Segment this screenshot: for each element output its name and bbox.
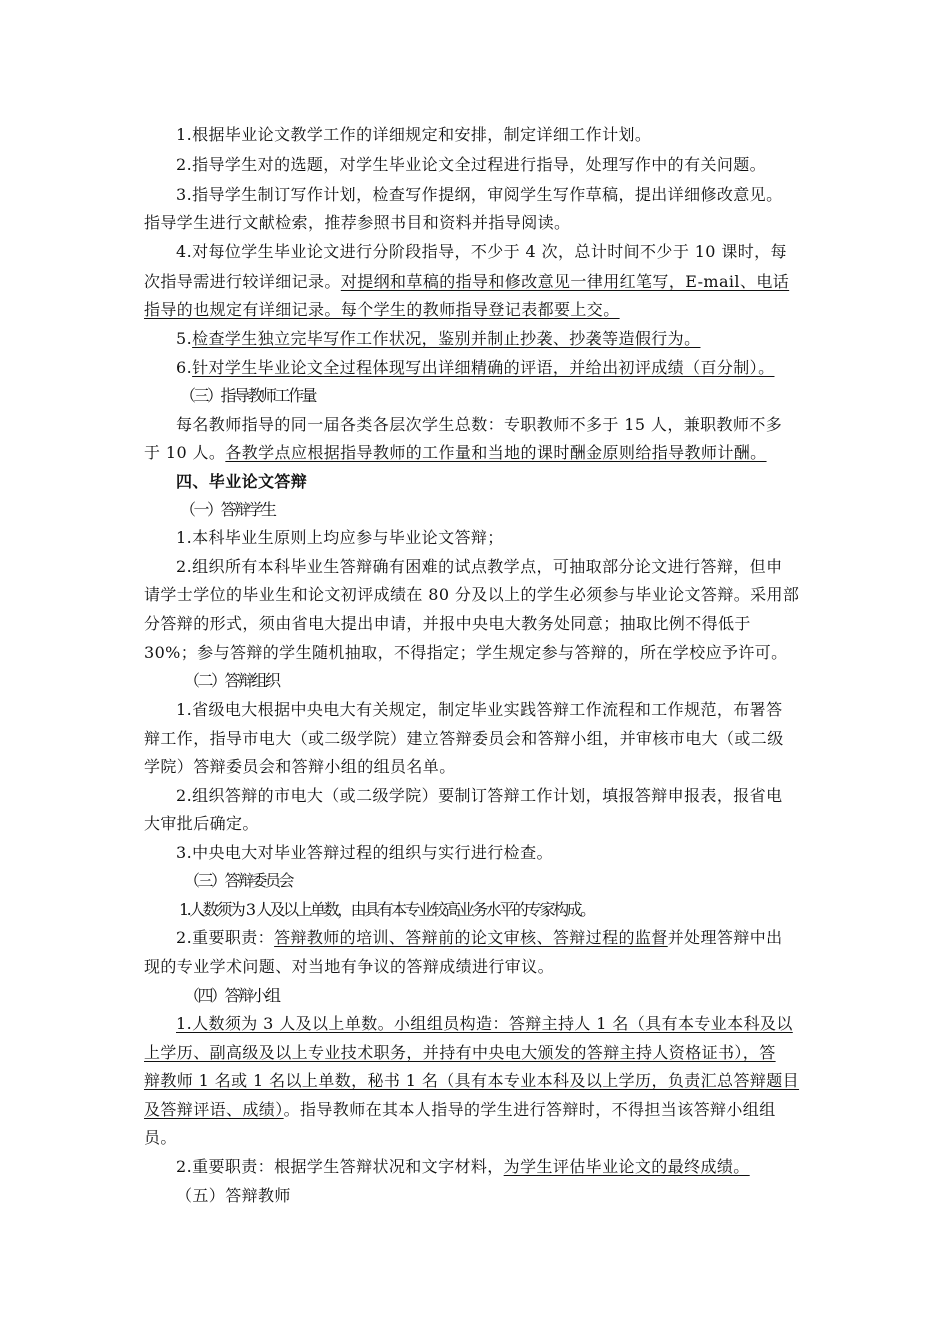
underlined-text: 指导的也规定有详细记录。每个学生的教师指导登记表都要上交。	[144, 300, 620, 319]
underlined-text: 各教学点应根据指导教师的工作量和当地的课时酬金原则给指导教师计酬。	[225, 443, 767, 462]
section-subheading: （一）答辩学生	[180, 500, 275, 519]
paragraph-line: 1.本科毕业生原则上均应参与毕业论文答辩；	[176, 528, 504, 547]
paragraph-line: 2.重要职责：根据学生答辩状况和文字材料，为学生评估毕业论文的最终成绩。	[176, 1157, 750, 1176]
paragraph-line: 大审批后确定。	[144, 814, 259, 833]
paragraph-line: 3.指导学生制订写作计划，检查写作提纲，审阅学生写作草稿，提出详细修改意见。	[176, 185, 783, 204]
paragraph-line	[144, 1043, 810, 1063]
paragraph-line: 于 10 人。各教学点应根据指导教师的工作量和当地的课时酬金原则给指导教师计酬。	[144, 443, 767, 462]
section-subheading: （五）答辩教师	[176, 1186, 291, 1205]
paragraph-line: 现的专业学术问题、对当地有争议的答辩成绩进行审议。	[144, 957, 555, 976]
paragraph-line: 1.人数须为 3 人及以上单数，由具有本专业较高业务水平的专家构成。	[179, 900, 594, 919]
underlined-text: 对提纲和草稿的指导和修改意见一律用红笔写，E-mail、电话	[340, 272, 790, 291]
paragraph-line: 2.组织答辩的市电大（或二级学院）要制订答辩工作计划，填报答辩申报表，报省电	[176, 786, 783, 805]
underlined-text: 及答辩评语、成绩）	[144, 1100, 284, 1119]
underlined-text: 检查学生独立完毕写作工作状况，鉴别并制止抄袭、抄袭等造假行为。	[192, 329, 701, 348]
underlined-text: 针对学生毕业论文全过程体现写出详细精确的评语，并给出初评成绩（百分制）。	[192, 358, 775, 377]
section-subheading: （二）答辩组织	[184, 671, 279, 690]
paragraph-line: 2.重要职责：答辩教师的培训、答辩前的论文审核、答辩过程的监督并处理答辩中出	[176, 928, 783, 947]
paragraph-line: 每名教师指导的同一届各类各层次学生总数：专职教师不多于 15 人，兼职教师不多	[176, 415, 783, 434]
paragraph-line	[144, 300, 810, 320]
paragraph-line	[176, 1014, 810, 1034]
paragraph-line: 指导学生进行文献检索，推荐参照书目和资料并指导阅读。	[144, 213, 571, 232]
paragraph-line	[144, 1071, 810, 1091]
paragraph-line: 6.针对学生毕业论文全过程体现写出详细精确的评语，并给出初评成绩（百分制）。	[176, 358, 775, 377]
section-heading: 四、毕业论文答辩	[176, 472, 308, 491]
paragraph-line: 及答辩评语、成绩）。指导教师在其本人指导的学生进行答辩时，不得担当该答辩小组组	[144, 1100, 776, 1119]
paragraph-line: 1.省级电大根据中央电大有关规定，制定毕业实践答辩工作流程和工作规范，布署答	[176, 700, 783, 719]
paragraph-line: 辩工作，指导市电大（或二级学院）建立答辩委员会和答辩小组，并审核市电大（或二级	[144, 729, 784, 748]
paragraph-line: 2.组织所有本科毕业生答辩确有困难的试点教学点，可抽取部分论文进行答辩，但申	[176, 557, 783, 576]
paragraph-line: 4.对每位学生毕业论文进行分阶段指导，不少于 4 次，总计时间不少于 10 课时，每	[176, 242, 787, 261]
underlined-text: 1.人数须为 3 人及以上单数。小组组员构造：答辩主持人 1 名（具有本专业本科及以	[176, 1014, 793, 1033]
section-subheading: （四）答辩小组	[184, 986, 279, 1005]
underlined-text: 答辩教师的培训、答辩前的论文审核、答辩过程的监督	[274, 928, 668, 947]
paragraph-line: 学院）答辩委员会和答辩小组的组员名单。	[144, 757, 456, 776]
paragraph-line: 30%；参与答辩的学生随机抽取，不得指定；学生规定参与答辩的，所在学校应予许可。	[144, 643, 788, 662]
underlined-text: 上学历、副高级及以上专业技术职务，并持有中央电大颁发的答辩主持人资格证书），答	[144, 1043, 776, 1062]
paragraph-line: 分答辩的形式，须由省电大提出申请，并报中央电大教务处同意；抽取比例不得低于	[144, 614, 751, 633]
paragraph-line: 3.中央电大对毕业答辩过程的组织与实行进行检查。	[176, 843, 553, 862]
paragraph-line: 5.检查学生独立完毕写作工作状况，鉴别并制止抄袭、抄袭等造假行为。	[176, 329, 701, 348]
underlined-text: 辩教师 1 名或 1 名以上单数，秘书 1 名（具有本专业本科及以上学历，负责汇总答辩题目	[144, 1071, 800, 1090]
paragraph-line: 次指导需进行较详细记录。对提纲和草稿的指导和修改意见一律用红笔写，E-mail、电话	[144, 272, 790, 291]
section-subheading: （三）指导教师工作量	[180, 386, 316, 405]
underlined-text: 为学生评估毕业论文的最终成绩。	[503, 1157, 750, 1176]
paragraph-line: 1.根据毕业论文教学工作的详细规定和安排，制定详细工作计划。	[176, 125, 652, 144]
paragraph-line: 员。	[144, 1128, 177, 1147]
paragraph-line: 请学士学位的毕业生和论文初评成绩在 80 分及以上的学生必须参与毕业论文答辩。采用部	[144, 585, 800, 604]
paragraph-line: 2.指导学生对的选题，对学生毕业论文全过程进行指导，处理写作中的有关问题。	[176, 155, 767, 174]
section-subheading: （三）答辩委员会	[184, 871, 293, 890]
